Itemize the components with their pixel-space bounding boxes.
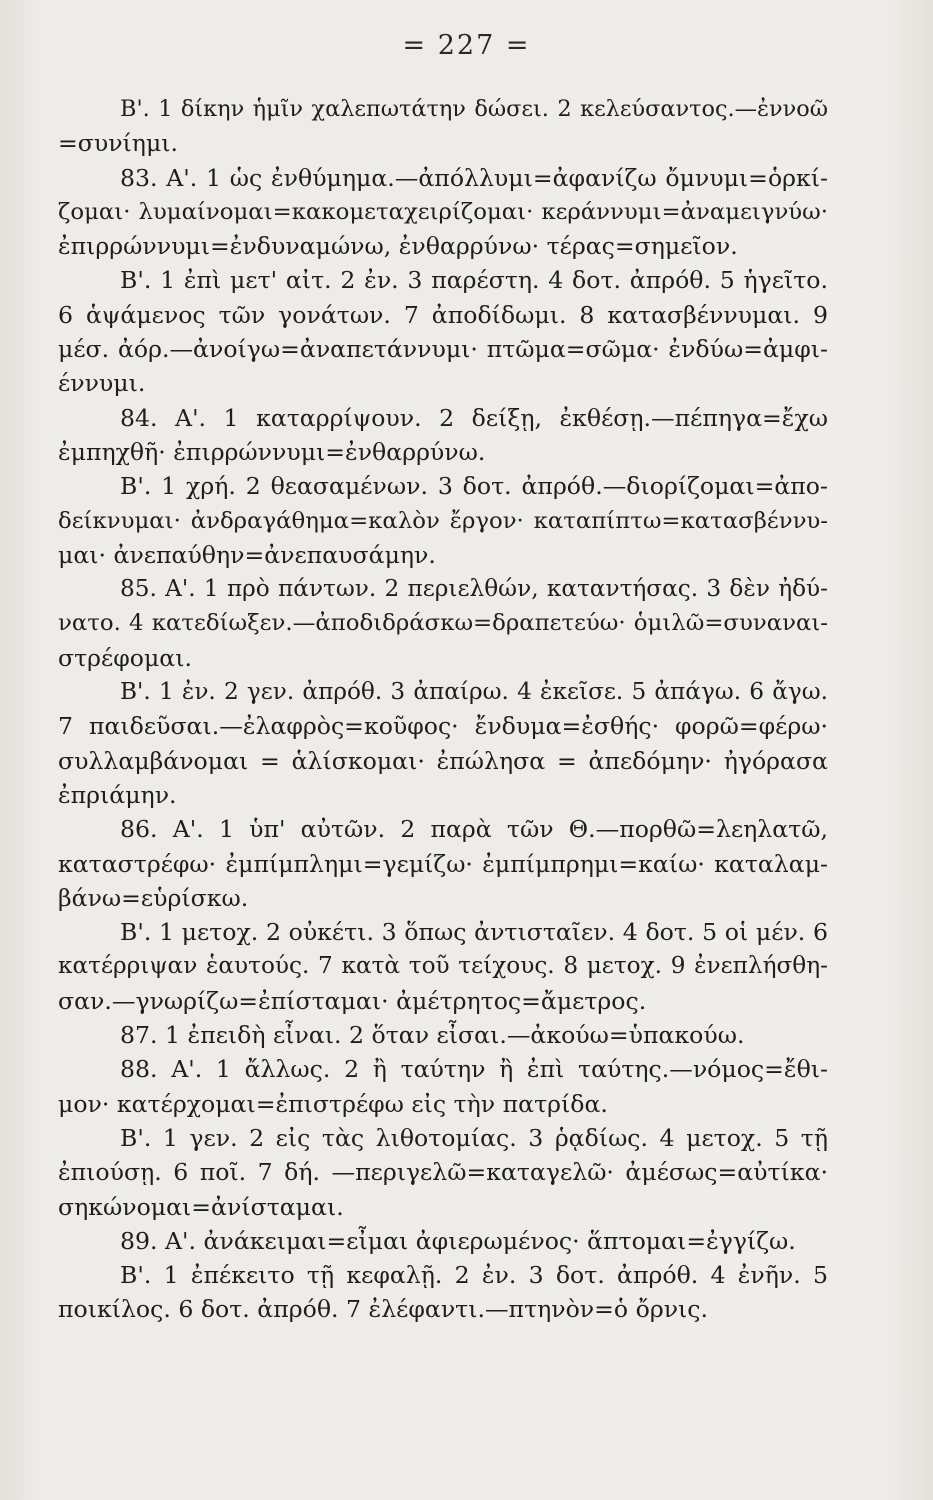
text-line: 87. 1 ἐπειδὴ εἶναι. 2 ὅταν εἶσαι.—ἀκούω=ὑπακούω. bbox=[120, 1021, 745, 1050]
text-line: έννυμι. bbox=[58, 369, 146, 398]
text-line: μαι· ἀνεπαύθην=ἀνεπαυσάμην. bbox=[58, 540, 436, 569]
text-line: μέσ. ἀόρ.—ἀνοίγω=ἀναπετάννυμι· πτῶμα=σῶμα· ἐνδύω=ἀμφι- bbox=[58, 335, 828, 364]
text-line: ζομαι· λυμαίνομαι=κακομεταχειρίζομαι· κεράννυμι=ἀναμειγνύω· bbox=[58, 198, 828, 225]
text-line: 88. Α'. 1 ἄλλως. 2 ἢ ταύτην ἢ ἐπὶ ταύτης.—νόμος=ἔθι- bbox=[120, 1055, 828, 1084]
text-line: ἐπιούσῃ. 6 ποῖ. 7 δή. —περιγελῶ=καταγελῶ· ἀμέσως=αὐτίκα· bbox=[58, 1158, 828, 1187]
text-line: καταστρέφω· ἐμπίμπλημι=γεμίζω· ἐμπίμπρημι=καίω· καταλαμ- bbox=[58, 849, 828, 878]
text-line: Β'. 1 μετοχ. 2 οὐκέτι. 3 ὅπως ἀντισταῖεν. 4 δοτ. 5 οἱ μέν. 6 bbox=[120, 918, 828, 947]
text-line: ποικίλος. 6 δοτ. ἀπρόθ. 7 ἐλέφαντι.—πτηνὸν=ὁ ὄρνις. bbox=[58, 1295, 709, 1324]
text-line: νατο. 4 κατεδίωξεν.—ἀποδιδράσκω=δραπετεύω· ὁμιλῶ=συναναι- bbox=[58, 610, 828, 637]
text-line: ἐμπηχθῆ· ἐπιρρώννυμι=ἐνθαρρύνω. bbox=[58, 437, 486, 466]
text-line: ἐπιρρώννυμι=ἐνδυναμώνω, ἐνθαρρύνω· τέρας=σημεῖον. bbox=[58, 232, 738, 261]
text-line: 84. Α'. 1 καταρρίψουν. 2 δείξῃ, ἐκθέσῃ.—πέπηγα=ἔχω bbox=[120, 403, 828, 432]
text-line: =συνίημι. bbox=[58, 129, 179, 158]
text-line: συλλαμβάνομαι = ἁλίσκομαι· ἐπώλησα = ἀπεδόμην· ἠγόρασα bbox=[58, 746, 828, 775]
text-line: κατέρριψαν ἑαυτούς. 7 κατὰ τοῦ τείχους. 8 μετοχ. 9 ἐνεπλήσθη- bbox=[58, 952, 828, 980]
text-line: σηκώνομαι=ἀνίσταμαι. bbox=[58, 1192, 344, 1221]
text-line: Β'. 1 ἐπὶ μετ' αἰτ. 2 ἐν. 3 παρέστη. 4 δοτ. ἀπρόθ. 5 ἡγεῖτο. bbox=[120, 266, 828, 295]
text-line: 6 ἁψάμενος τῶν γονάτων. 7 ἀποδίδωμι. 8 κατασβέννυμαι. 9 bbox=[58, 300, 828, 329]
text-line: δείκνυμαι· ἀνδραγάθημα=καλὸν ἔργον· καταπίπτω=κατασβέννυ- bbox=[58, 507, 828, 534]
text-line: 89. Α'. ἀνάκειμαι=εἶμαι ἀφιερωμένος· ἅπτομαι=ἐγγίζω. bbox=[120, 1226, 796, 1255]
text-line: 86. Α'. 1 ὑπ' αὐτῶν. 2 παρὰ τῶν Θ.—πορθῶ=λεηλατῶ, bbox=[120, 815, 828, 844]
text-line: Β'. 1 χρή. 2 θεασαμένων. 3 δοτ. ἀπρόθ.—διορίζομαι=ἀπο- bbox=[120, 472, 828, 501]
text-line: Β'. 1 ἐν. 2 γεν. ἀπρόθ. 3 ἀπαίρω. 4 ἐκεῖσε. 5 ἀπάγω. 6 ἄγω. bbox=[120, 678, 828, 706]
text-line: 7 παιδεῦσαι.—ἐλαφρὸς=κοῦφος· ἔνδυμα=ἐσθής· φορῶ=φέρω· bbox=[58, 712, 828, 741]
commentary-text bbox=[58, 92, 828, 1327]
text-line: 83. Α'. 1 ὡς ἐνθύμημα.—ἀπόλλυμι=ἀφανίζω ὄμνυμι=ὁρκί- bbox=[120, 163, 828, 192]
text-line: σαν.—γνωρίζω=ἐπίσταμαι· ἀμέτρητος=ἄμετρος. bbox=[58, 986, 647, 1015]
text-line: στρέφομαι. bbox=[58, 643, 192, 672]
text-line: 85. Α'. 1 πρὸ πάντων. 2 περιελθών, καταντήσας. 3 δὲν ἠδύ- bbox=[120, 575, 828, 603]
page-number: = 227 = bbox=[402, 30, 531, 61]
text-line: Β'. 1 ἐπέκειτο τῇ κεφαλῇ. 2 ἐν. 3 δοτ. ἀπρόθ. 4 ἐνῆν. 5 bbox=[120, 1261, 828, 1290]
text-line: Β'. 1 γεν. 2 εἰς τὰς λιθοτομίας. 3 ῥᾳδίως. 4 μετοχ. 5 τῇ bbox=[120, 1123, 828, 1152]
text-line: Β'. 1 δίκην ἡμῖν χαλεπωτάτην δώσει. 2 κελεύσαντος.—ἐννοῶ bbox=[120, 96, 828, 122]
text-line: μον· κατέρχομαι=ἐπιστρέφω εἰς τὴν πατρίδα. bbox=[58, 1089, 608, 1118]
text-line: βάνω=εὑρίσκω. bbox=[58, 883, 249, 912]
text-line: ἐπριάμην. bbox=[58, 780, 177, 809]
